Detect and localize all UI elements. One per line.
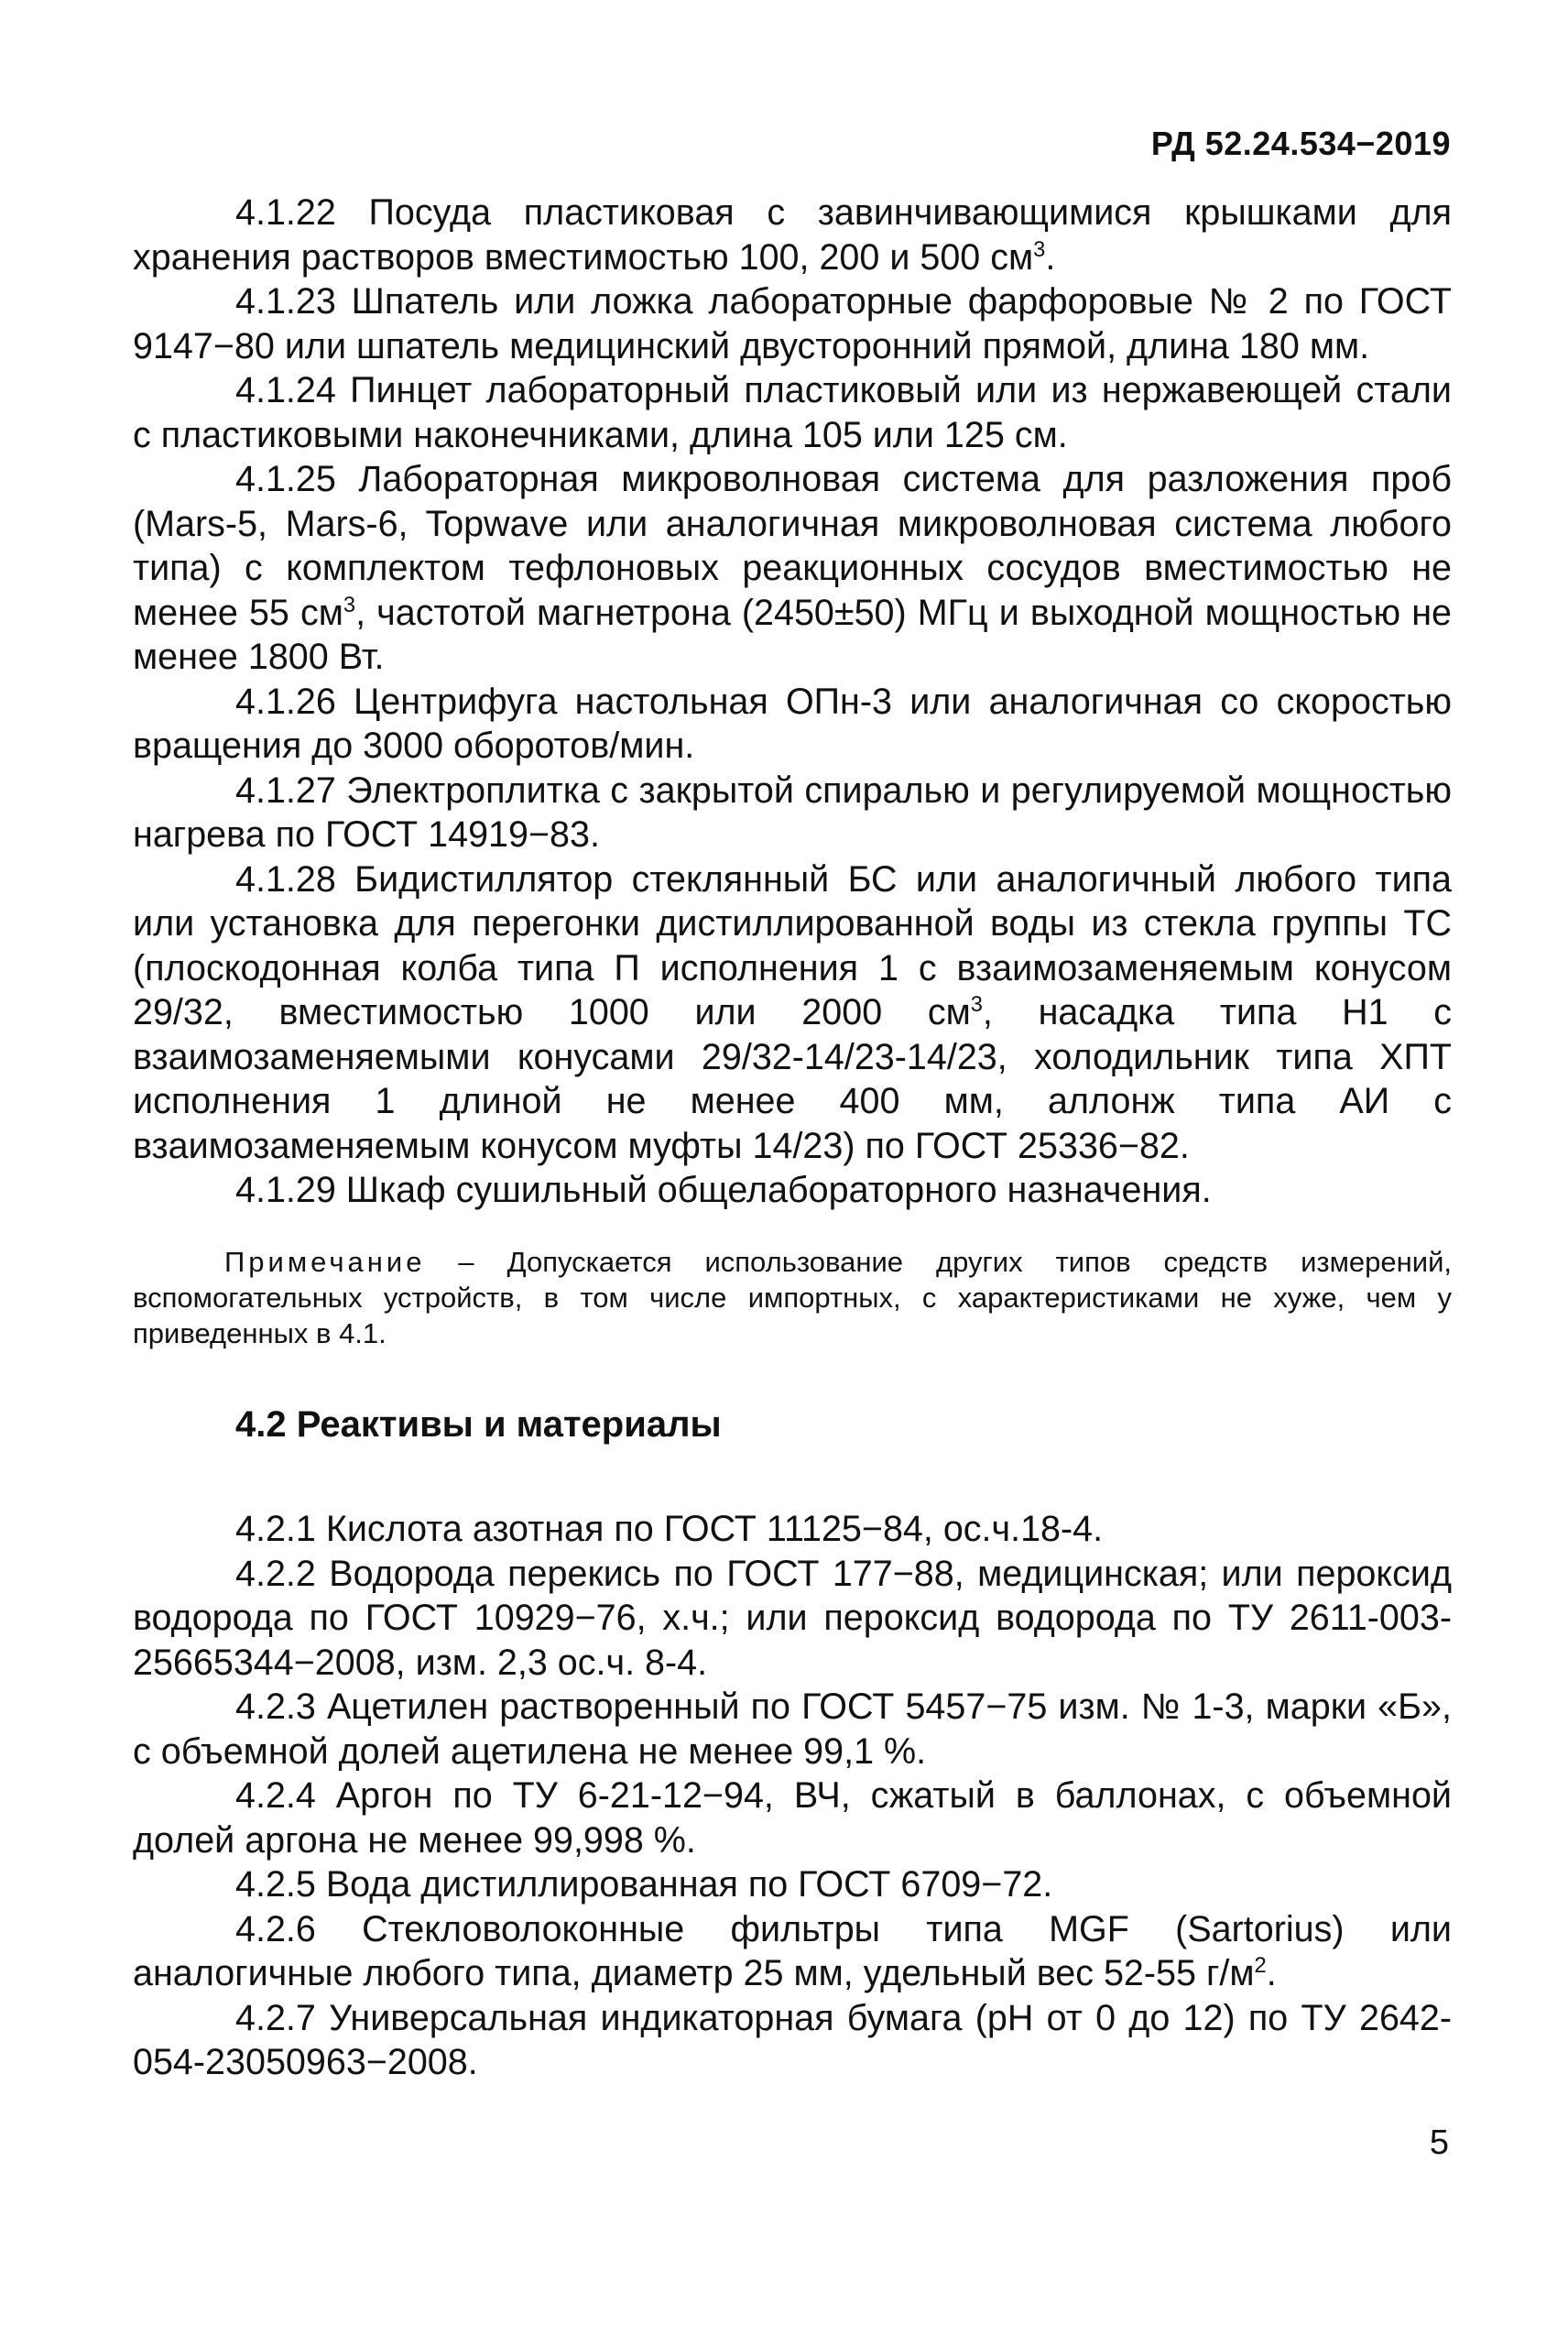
section-heading-4-2: 4.2 Реактивы и материалы [235,1403,722,1445]
page-number: 5 [1429,2123,1449,2162]
item-4-1-28: 4.1.28 Бидистиллятор стеклянный БС или аналогичный любого типа или установка для перегонки дистиллированной воды из стекла группы ТС (плоскодонная колба типа П исполнения 1 с взаимозаменяемым конусом 29/32, вместимостью 1000 или 2000 $см^3$, насадка типа Н1 с взаимозаменяемыми конусами 29/32-14/23-14/23, холодильник типа ХПТ исполнения 1 длиной не менее 400 мм, аллонж типа АИ с взаимозаменяемым конусом муфты 14/23) по ГОСТ 25336−82. [133,858,1452,1166]
document-code: РД 52.24.534−2019 [1150,125,1451,162]
item-4-1-23: 4.1.23 Шпатель или ложка лабораторные фарфоровые № 2 по ГОСТ 9147−80 или шпатель медицинский двусторонний прямой, длина 180 мм. [133,281,1452,366]
item-4-1-25: 4.1.25 Лабораторная микроволновая система для разложения проб (Mars-5, Mars-6, Topwave или аналогичная микроволновая система любого типа) с комплектом тефлоновых реакционных сосудов вместимостью не менее 55 $см^3$, частотой магнетрона (2450±50) МГц и выходной мощностью не менее 1800 Вт. [133,459,1452,677]
item-4-2-4: 4.2.4 Аргон по ТУ 6-21-12−94, ВЧ, сжатый в баллонах, с объемной долей аргона не менее 99,998 %. [133,1775,1452,1861]
item-4-2-6: 4.2.6 Стекловолоконные фильтры типа MGF (Sartorius) или аналогичные любого типа, диаметр 25 мм, удельный вес 52-55 $г/м^2$. [133,1908,1452,1993]
item-4-1-27: 4.1.27 Электроплитка с закрытой спиралью и регулируемой мощностью нагрева по ГОСТ 14919−83. [133,770,1452,855]
page-content [133,191,1452,2085]
item-4-1-22: 4.1.22 Посуда пластиковая с завинчивающимися крышками для хранения растворов вместимостью 100, 200 и 500 $см^3$. [133,192,1452,278]
item-4-1-24: 4.1.24 Пинцет лабораторный пластиковый или из нержавеющей стали с пластиковыми наконечниками, длина 105 или 125 см. [133,370,1452,455]
note-label: Примечание [224,1245,426,1278]
item-4-2-3: 4.2.3 Ацетилен растворенный по ГОСТ 5457−75 изм. № 1-3, марки «Б», с объемной долей ацетилена не менее 99,1 %. [133,1686,1452,1772]
note-block [133,1244,1452,1351]
item-4-1-26: 4.1.26 Центрифуга настольная ОПн-3 или аналогичная со скоростью вращения до 3000 оборотов/мин. [133,681,1452,766]
item-4-2-5: 4.2.5 Вода дистиллированная по ГОСТ 6709−72. [235,1864,1053,1905]
note-text: – Допускается использование других типов средств измерений, вспомогательных устройств, в том числе импортных, с характеристиками не хуже, чем у приведенных в 4.1. [133,1245,1452,1349]
item-4-2-1: 4.2.1 Кислота азотная по ГОСТ 11125−84, ос.ч.18-4. [235,1509,1104,1549]
item-4-1-29: 4.1.29 Шкаф сушильный общелабораторного назначения. [235,1170,1212,1210]
item-4-2-7: 4.2.7 Универсальная индикаторная бумага (pH от 0 до 12) по ТУ 2642-054-23050963−2008. [133,1997,1452,2082]
item-4-2-2: 4.2.2 Водорода перекись по ГОСТ 177−88, медицинская; или пероксид водорода по ГОСТ 10929−76, х.ч.; или пероксид водорода по ТУ 2611-003-25665344−2008, изм. 2,3 ос.ч. 8-4. [133,1553,1452,1683]
